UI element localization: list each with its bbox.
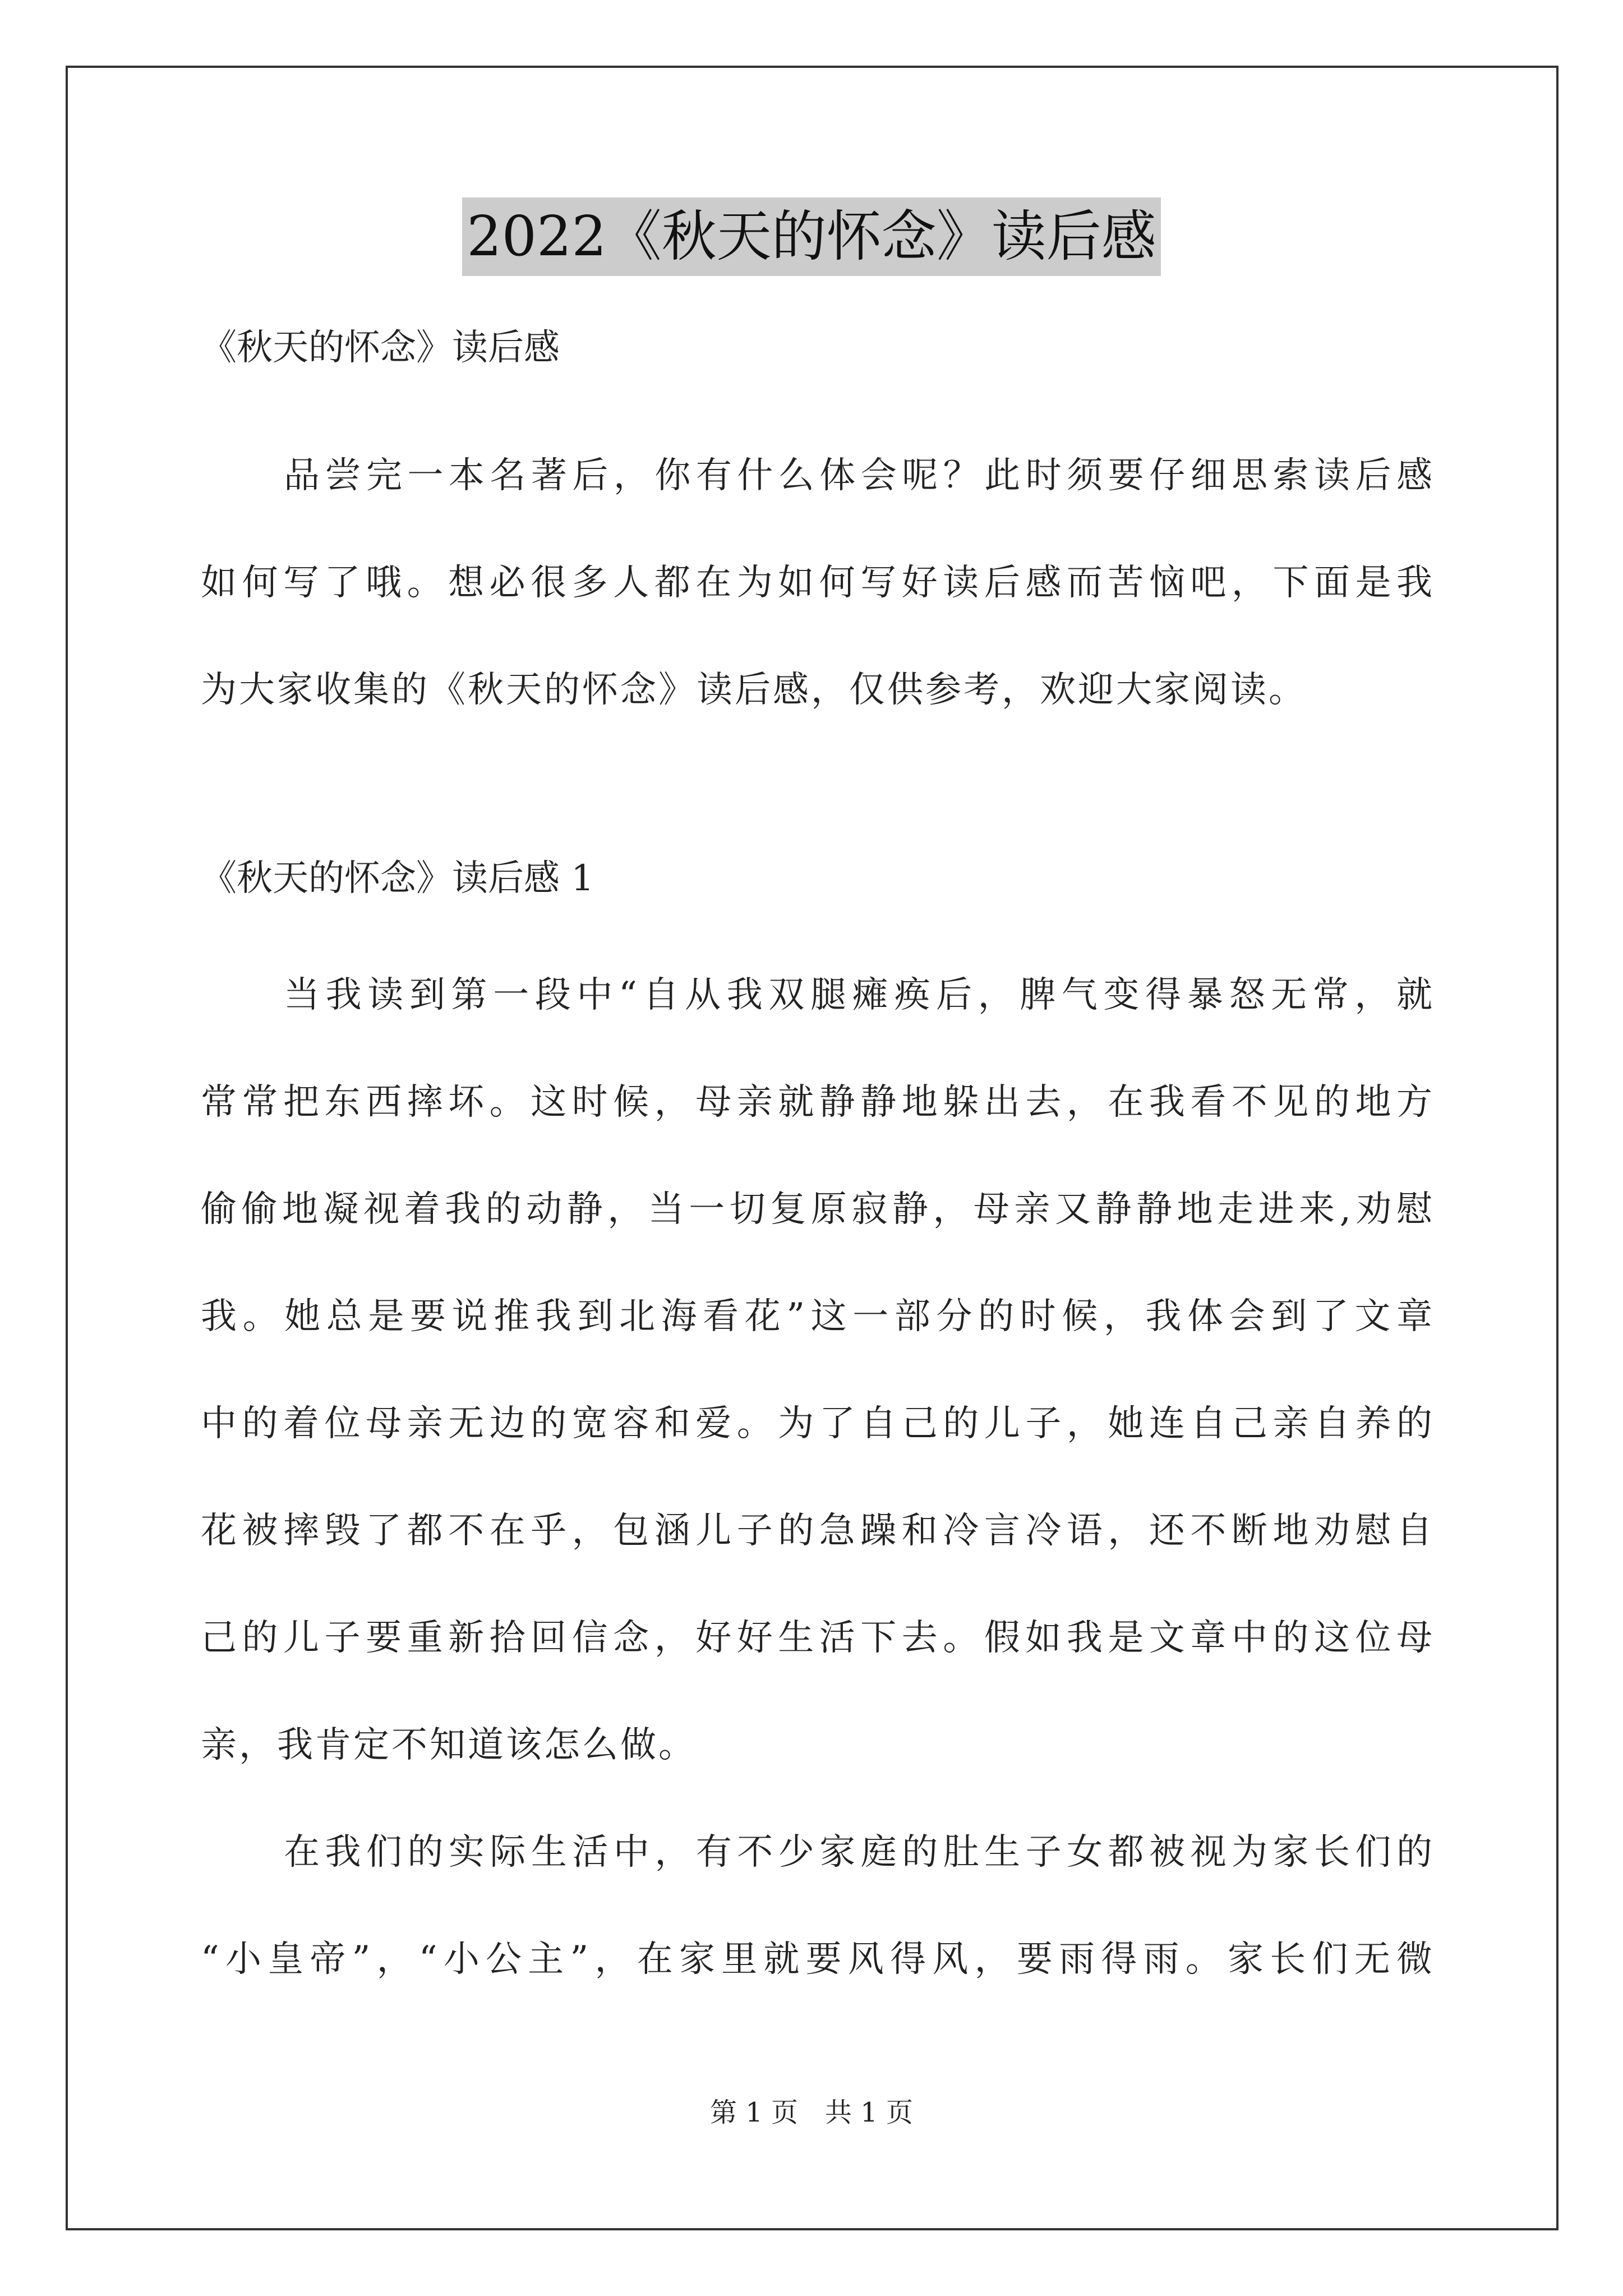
text-line: 花被摔毁了都不在乎，包涵儿子的急躁和冷言冷语，还不断地劝慰自 xyxy=(201,1510,1435,1552)
text-line: 品尝完一本名著后，你有什么体会呢？此时须要仔细思索读后感 xyxy=(284,455,1435,496)
intro-heading: 《秋天的怀念》读后感 xyxy=(201,327,560,369)
text-line: 我。她总是要说推我到北海看花”这一部分的时候，我体会到了文章 xyxy=(201,1296,1435,1337)
text-line: 常常把东西摔坏。这时候，母亲就静静地躲出去，在我看不见的地方 xyxy=(201,1082,1435,1123)
text-line: 为大家收集的《秋天的怀念》读后感，仅供参考，欢迎大家阅读。 xyxy=(201,669,1307,711)
text-line: “小皇帝”，“小公主”，在家里就要风得风，要雨得雨。家长们无微 xyxy=(201,1939,1435,1980)
text-line: 如何写了哦。想必很多人都在为如何写好读后感而苦恼吧，下面是我 xyxy=(201,562,1435,604)
section-heading: 《秋天的怀念》读后感 1 xyxy=(201,858,594,899)
document-title: 2022《秋天的怀念》读后感 xyxy=(462,197,1160,276)
title-container xyxy=(0,197,1623,276)
page-footer: 第 1 页 共 1 页 xyxy=(709,2097,914,2128)
text-line: 偷偷地凝视着我的动静，当一切复原寂静，母亲又静静地走进来,劝慰 xyxy=(201,1189,1435,1230)
document-body xyxy=(201,311,1435,2013)
text-line: 己的儿子要重新拾回信念，好好生活下去。假如我是文章中的这位母 xyxy=(201,1617,1435,1659)
section-paragraph-1 xyxy=(201,942,1435,1799)
text-line: 在我们的实际生活中，有不少家庭的肚生子女都被视为家长们的 xyxy=(284,1832,1435,1873)
section-paragraph-2 xyxy=(201,1799,1435,2013)
text-line: 当我读到第一段中“自从我双腿瘫痪后，脾气变得暴怒无常，就 xyxy=(284,974,1435,1016)
intro-paragraph xyxy=(201,422,1435,744)
text-line: 中的着位母亲无边的宽容和爱。为了自己的儿子，她连自己亲自养的 xyxy=(201,1403,1435,1444)
text-line: 亲，我肯定不知道该怎么做。 xyxy=(201,1724,697,1766)
